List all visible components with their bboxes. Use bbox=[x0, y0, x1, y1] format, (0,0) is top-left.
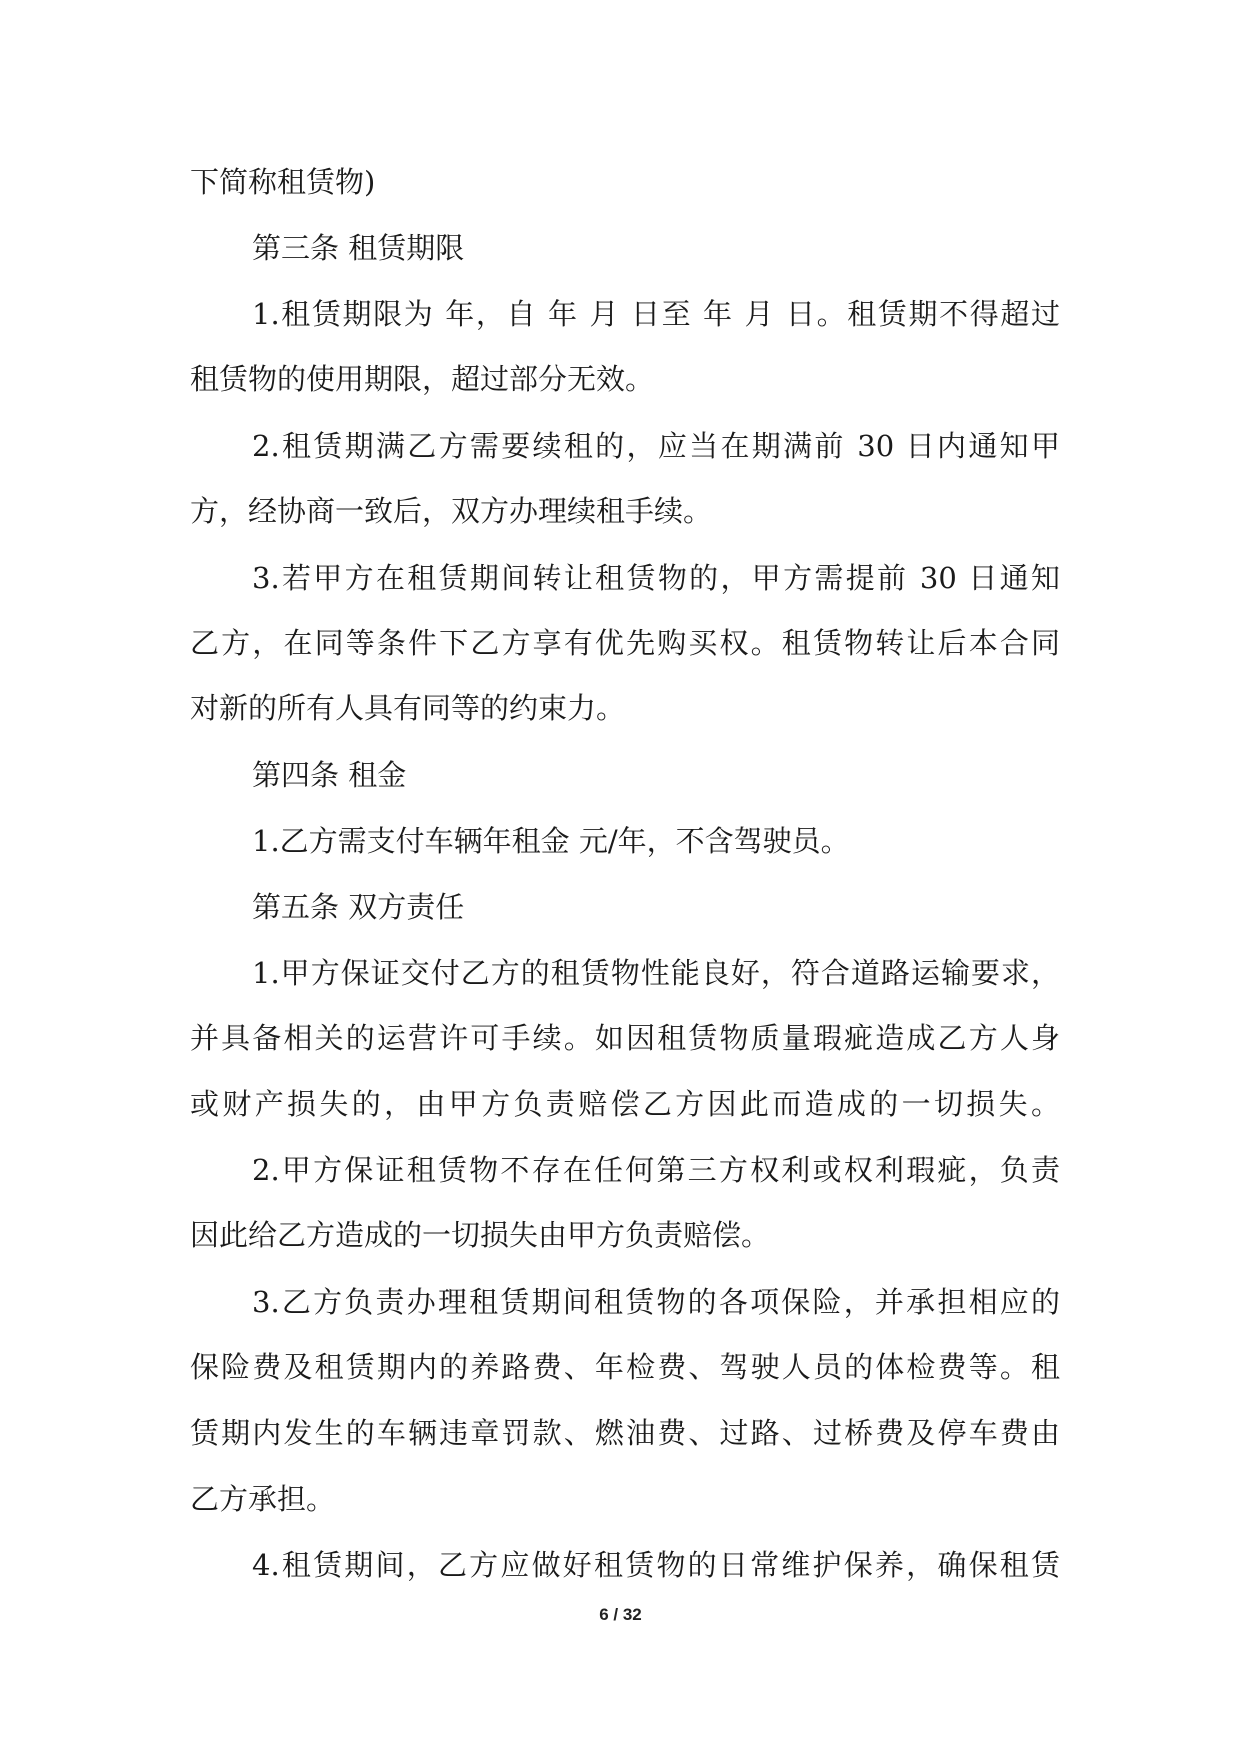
page-number: 6 / 32 bbox=[599, 1605, 642, 1624]
text-line: 保险费及租赁期内的养路费、年检费、驾驶人员的体检费等。租 bbox=[190, 1350, 1060, 1384]
section-heading: 第三条 租赁期限 bbox=[252, 231, 465, 265]
text-line: 1.乙方需支付车辆年租金 元/年，不含驾驶员。 bbox=[252, 824, 850, 858]
text-line: 1.甲方保证交付乙方的租赁物性能良好，符合道路运输要求， bbox=[252, 956, 1060, 990]
text-line: 下简称租赁物) bbox=[190, 165, 376, 199]
text-line: 2.甲方保证租赁物不存在任何第三方权利或权利瑕疵，负责 bbox=[252, 1153, 1060, 1187]
text-line: 因此给乙方造成的一切损失由甲方负责赔偿。 bbox=[190, 1218, 771, 1252]
section-heading: 第五条 双方责任 bbox=[252, 890, 465, 924]
text-line: 或财产损失的，由甲方负责赔偿乙方因此而造成的一切损失。 bbox=[190, 1087, 1060, 1121]
text-line: 乙方承担。 bbox=[190, 1482, 336, 1516]
text-line: 对新的所有人具有同等的约束力。 bbox=[190, 691, 626, 725]
text-line: 3.若甲方在租赁期间转让租赁物的，甲方需提前 30 日通知 bbox=[252, 561, 1060, 595]
text-line: 2.租赁期满乙方需要续租的，应当在期满前 30 日内通知甲 bbox=[252, 429, 1060, 463]
text-line: 4.租赁期间，乙方应做好租赁物的日常维护保养，确保租赁 bbox=[252, 1548, 1060, 1582]
text-line: 并具备相关的运营许可手续。如因租赁物质量瑕疵造成乙方人身 bbox=[190, 1021, 1060, 1055]
section-heading: 第四条 租金 bbox=[252, 758, 407, 792]
text-line: 乙方，在同等条件下乙方享有优先购买权。租赁物转让后本合同 bbox=[190, 626, 1060, 660]
text-line: 3.乙方负责办理租赁期间租赁物的各项保险，并承担相应的 bbox=[252, 1285, 1060, 1319]
text-line: 租赁物的使用期限，超过部分无效。 bbox=[190, 362, 655, 396]
text-line: 1.租赁期限为 年，自 年 月 日至 年 月 日。租赁期不得超过 bbox=[252, 297, 1060, 331]
text-line: 方，经协商一致后，双方办理续租手续。 bbox=[190, 494, 713, 528]
text-line: 赁期内发生的车辆违章罚款、燃油费、过路、过桥费及停车费由 bbox=[190, 1416, 1060, 1450]
